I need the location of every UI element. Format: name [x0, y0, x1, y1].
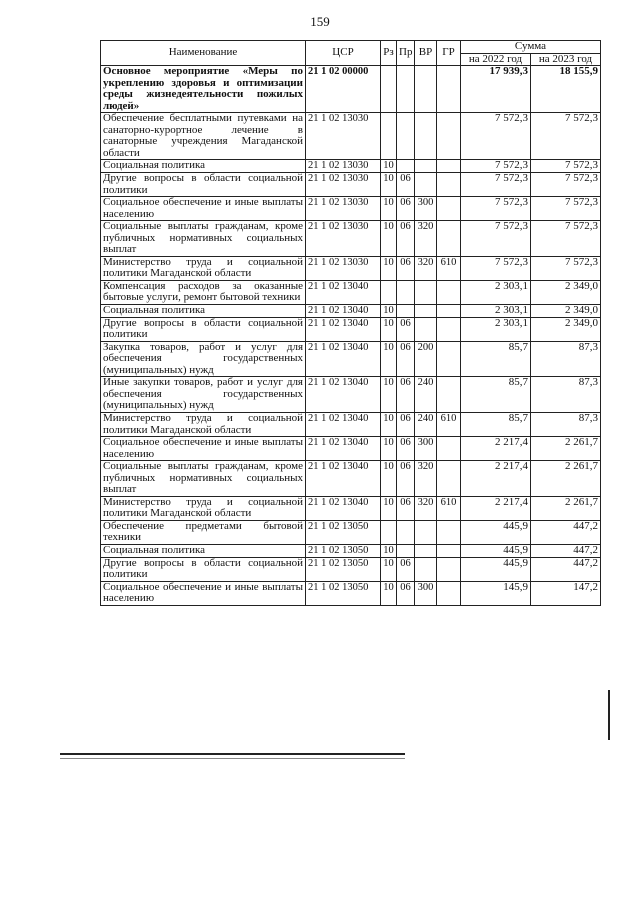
row-pr-code: 06 — [397, 496, 415, 520]
row-name: Социальное обеспечение и иные выплаты населению — [101, 581, 306, 605]
header-rz: Рз — [381, 41, 397, 66]
table-row — [101, 113, 601, 160]
row-name: Социальная политика — [101, 544, 306, 557]
row-csr-code: 21 1 02 00000 — [306, 66, 381, 113]
row-rz-code: 10 — [381, 305, 397, 318]
row-rz-code — [381, 280, 397, 304]
row-vr-code: 300 — [415, 197, 437, 221]
row-pr-code — [397, 113, 415, 160]
row-name: Закупка товаров, работ и услуг для обеспечения государственных (муниципальных) нужд — [101, 341, 306, 377]
row-rz-code: 10 — [381, 377, 397, 413]
row-sum-2023: 7 572,3 — [531, 160, 601, 173]
row-name: Министерство труда и социальной политики Магаданской области — [101, 496, 306, 520]
header-csr: ЦСР — [306, 41, 381, 66]
row-sum-2023: 7 572,3 — [531, 221, 601, 257]
row-gr-code — [437, 317, 461, 341]
table-row — [101, 305, 601, 318]
row-csr-code: 21 1 02 13050 — [306, 544, 381, 557]
row-name: Социальные выплаты гражданам, кроме публичных нормативных социальных выплат — [101, 461, 306, 497]
row-gr-code: 610 — [437, 256, 461, 280]
row-sum-2023: 87,3 — [531, 341, 601, 377]
row-pr-code: 06 — [397, 341, 415, 377]
bottom-rule — [60, 753, 405, 755]
row-name: Обеспечение предметами бытовой техники — [101, 520, 306, 544]
row-sum-2022: 2 303,1 — [461, 280, 531, 304]
row-csr-code: 21 1 02 13050 — [306, 520, 381, 544]
row-rz-code: 10 — [381, 557, 397, 581]
row-rz-code — [381, 66, 397, 113]
row-gr-code — [437, 160, 461, 173]
row-rz-code: 10 — [381, 317, 397, 341]
header-year-2023: на 2023 год — [531, 53, 601, 66]
table-row — [101, 280, 601, 304]
row-vr-code: 240 — [415, 412, 437, 436]
row-rz-code: 10 — [381, 221, 397, 257]
row-csr-code: 21 1 02 13040 — [306, 305, 381, 318]
row-pr-code: 06 — [397, 581, 415, 605]
row-vr-code — [415, 160, 437, 173]
row-gr-code — [437, 377, 461, 413]
row-csr-code: 21 1 02 13040 — [306, 377, 381, 413]
row-csr-code: 21 1 02 13030 — [306, 221, 381, 257]
row-pr-code: 06 — [397, 221, 415, 257]
row-name: Социальное обеспечение и иные выплаты населению — [101, 437, 306, 461]
row-sum-2023: 447,2 — [531, 520, 601, 544]
row-vr-code — [415, 305, 437, 318]
row-sum-2023: 2 349,0 — [531, 317, 601, 341]
row-sum-2023: 7 572,3 — [531, 173, 601, 197]
row-csr-code: 21 1 02 13030 — [306, 197, 381, 221]
row-gr-code — [437, 173, 461, 197]
row-vr-code: 300 — [415, 437, 437, 461]
row-sum-2022: 145,9 — [461, 581, 531, 605]
table-row — [101, 557, 601, 581]
row-pr-code — [397, 280, 415, 304]
row-sum-2022: 7 572,3 — [461, 113, 531, 160]
row-sum-2022: 445,9 — [461, 520, 531, 544]
row-sum-2022: 445,9 — [461, 544, 531, 557]
row-rz-code: 10 — [381, 412, 397, 436]
row-name: Другие вопросы в области социальной политики — [101, 317, 306, 341]
header-pr: Пр — [397, 41, 415, 66]
row-vr-code — [415, 544, 437, 557]
table-row — [101, 412, 601, 436]
row-vr-code — [415, 173, 437, 197]
row-pr-code: 06 — [397, 412, 415, 436]
row-vr-code: 300 — [415, 581, 437, 605]
table-row — [101, 317, 601, 341]
row-pr-code — [397, 66, 415, 113]
row-name: Министерство труда и социальной политики Магаданской области — [101, 412, 306, 436]
row-pr-code — [397, 305, 415, 318]
row-rz-code: 10 — [381, 197, 397, 221]
row-sum-2023: 7 572,3 — [531, 256, 601, 280]
row-csr-code: 21 1 02 13040 — [306, 412, 381, 436]
row-rz-code: 10 — [381, 160, 397, 173]
row-gr-code — [437, 581, 461, 605]
row-vr-code: 320 — [415, 461, 437, 497]
header-vr: ВР — [415, 41, 437, 66]
row-csr-code: 21 1 02 13040 — [306, 317, 381, 341]
row-sum-2022: 7 572,3 — [461, 173, 531, 197]
row-pr-code — [397, 160, 415, 173]
row-pr-code: 06 — [397, 377, 415, 413]
table-row — [101, 496, 601, 520]
table-header — [101, 41, 601, 66]
table-body — [101, 66, 601, 606]
row-sum-2022: 85,7 — [461, 341, 531, 377]
row-name: Компенсация расходов за оказанные бытовые услуги, ремонт бытовой техники — [101, 280, 306, 304]
row-gr-code — [437, 305, 461, 318]
row-rz-code: 10 — [381, 581, 397, 605]
row-gr-code — [437, 520, 461, 544]
row-csr-code: 21 1 02 13040 — [306, 341, 381, 377]
row-rz-code: 10 — [381, 544, 397, 557]
row-gr-code — [437, 544, 461, 557]
row-sum-2023: 447,2 — [531, 557, 601, 581]
row-gr-code — [437, 221, 461, 257]
row-sum-2022: 7 572,3 — [461, 160, 531, 173]
row-name: Социальное обеспечение и иные выплаты населению — [101, 197, 306, 221]
row-sum-2023: 2 349,0 — [531, 280, 601, 304]
page-number: 159 — [310, 14, 330, 29]
row-rz-code — [381, 113, 397, 160]
row-csr-code: 21 1 02 13030 — [306, 113, 381, 160]
row-csr-code: 21 1 02 13030 — [306, 256, 381, 280]
row-gr-code — [437, 113, 461, 160]
table-row — [101, 173, 601, 197]
row-sum-2023: 2 261,7 — [531, 461, 601, 497]
row-gr-code — [437, 280, 461, 304]
row-sum-2023: 87,3 — [531, 377, 601, 413]
row-gr-code: 610 — [437, 496, 461, 520]
row-sum-2022: 7 572,3 — [461, 256, 531, 280]
row-sum-2023: 2 261,7 — [531, 496, 601, 520]
row-sum-2023: 447,2 — [531, 544, 601, 557]
row-csr-code: 21 1 02 13050 — [306, 557, 381, 581]
row-gr-code — [437, 341, 461, 377]
row-sum-2022: 85,7 — [461, 412, 531, 436]
table-row — [101, 341, 601, 377]
row-sum-2022: 7 572,3 — [461, 197, 531, 221]
row-sum-2022: 7 572,3 — [461, 221, 531, 257]
row-name: Социальная политика — [101, 160, 306, 173]
row-name: Другие вопросы в области социальной политики — [101, 557, 306, 581]
table-row — [101, 544, 601, 557]
row-vr-code — [415, 557, 437, 581]
table-row — [101, 437, 601, 461]
row-csr-code: 21 1 02 13040 — [306, 437, 381, 461]
row-name: Социальная политика — [101, 305, 306, 318]
row-vr-code: 320 — [415, 256, 437, 280]
row-pr-code — [397, 544, 415, 557]
table-row — [101, 197, 601, 221]
row-vr-code: 240 — [415, 377, 437, 413]
row-name: Социальные выплаты гражданам, кроме публичных нормативных социальных выплат — [101, 221, 306, 257]
row-rz-code — [381, 520, 397, 544]
row-sum-2023: 2 349,0 — [531, 305, 601, 318]
table-row — [101, 520, 601, 544]
row-name: Иные закупки товаров, работ и услуг для обеспечения государственных (муниципальных) нужд — [101, 377, 306, 413]
row-sum-2022: 445,9 — [461, 557, 531, 581]
row-pr-code: 06 — [397, 461, 415, 497]
row-csr-code: 21 1 02 13040 — [306, 280, 381, 304]
row-name: Основное мероприятие «Меры по укреплению здоровья и оптимизации среды жизнедеятельности пожилых людей» — [101, 66, 306, 113]
row-pr-code: 06 — [397, 557, 415, 581]
row-rz-code: 10 — [381, 496, 397, 520]
row-pr-code: 06 — [397, 256, 415, 280]
row-vr-code — [415, 280, 437, 304]
row-sum-2022: 17 939,3 — [461, 66, 531, 113]
row-gr-code — [437, 197, 461, 221]
row-sum-2022: 2 217,4 — [461, 496, 531, 520]
row-gr-code — [437, 461, 461, 497]
row-gr-code: 610 — [437, 412, 461, 436]
row-pr-code: 06 — [397, 197, 415, 221]
row-sum-2023: 18 155,9 — [531, 66, 601, 113]
row-sum-2023: 7 572,3 — [531, 197, 601, 221]
row-pr-code — [397, 520, 415, 544]
table-row — [101, 377, 601, 413]
row-csr-code: 21 1 02 13030 — [306, 173, 381, 197]
row-sum-2022: 2 217,4 — [461, 437, 531, 461]
row-sum-2023: 87,3 — [531, 412, 601, 436]
row-gr-code — [437, 557, 461, 581]
row-name: Обеспечение бесплатными путевками на санаторно-курортное лечение в санаторные учреждения Магаданской области — [101, 113, 306, 160]
table-row — [101, 256, 601, 280]
header-gr: ГР — [437, 41, 461, 66]
row-rz-code: 10 — [381, 437, 397, 461]
row-pr-code: 06 — [397, 173, 415, 197]
row-name: Другие вопросы в области социальной политики — [101, 173, 306, 197]
row-gr-code — [437, 437, 461, 461]
margin-mark — [608, 690, 610, 740]
row-sum-2023: 7 572,3 — [531, 113, 601, 160]
row-sum-2022: 85,7 — [461, 377, 531, 413]
row-csr-code: 21 1 02 13040 — [306, 461, 381, 497]
budget-table — [100, 40, 601, 606]
row-sum-2023: 147,2 — [531, 581, 601, 605]
row-name: Министерство труда и социальной политики Магаданской области — [101, 256, 306, 280]
row-sum-2022: 2 303,1 — [461, 317, 531, 341]
header-name: Наименование — [101, 41, 306, 66]
row-csr-code: 21 1 02 13050 — [306, 581, 381, 605]
row-vr-code — [415, 317, 437, 341]
row-csr-code: 21 1 02 13040 — [306, 496, 381, 520]
row-pr-code: 06 — [397, 317, 415, 341]
row-csr-code: 21 1 02 13030 — [306, 160, 381, 173]
row-vr-code: 320 — [415, 496, 437, 520]
row-sum-2022: 2 303,1 — [461, 305, 531, 318]
row-rz-code: 10 — [381, 461, 397, 497]
row-vr-code: 320 — [415, 221, 437, 257]
row-rz-code: 10 — [381, 256, 397, 280]
row-rz-code: 10 — [381, 341, 397, 377]
table-row — [101, 66, 601, 113]
row-gr-code — [437, 66, 461, 113]
table-row — [101, 581, 601, 605]
row-sum-2022: 2 217,4 — [461, 461, 531, 497]
row-vr-code — [415, 66, 437, 113]
table-row — [101, 160, 601, 173]
row-sum-2023: 2 261,7 — [531, 437, 601, 461]
table-row — [101, 461, 601, 497]
row-vr-code: 200 — [415, 341, 437, 377]
row-vr-code — [415, 113, 437, 160]
row-vr-code — [415, 520, 437, 544]
header-year-2022: на 2022 год — [461, 53, 531, 66]
row-rz-code: 10 — [381, 173, 397, 197]
row-pr-code: 06 — [397, 437, 415, 461]
header-sum: Сумма — [461, 41, 601, 54]
bottom-rule-thin — [60, 758, 405, 759]
table-row — [101, 221, 601, 257]
